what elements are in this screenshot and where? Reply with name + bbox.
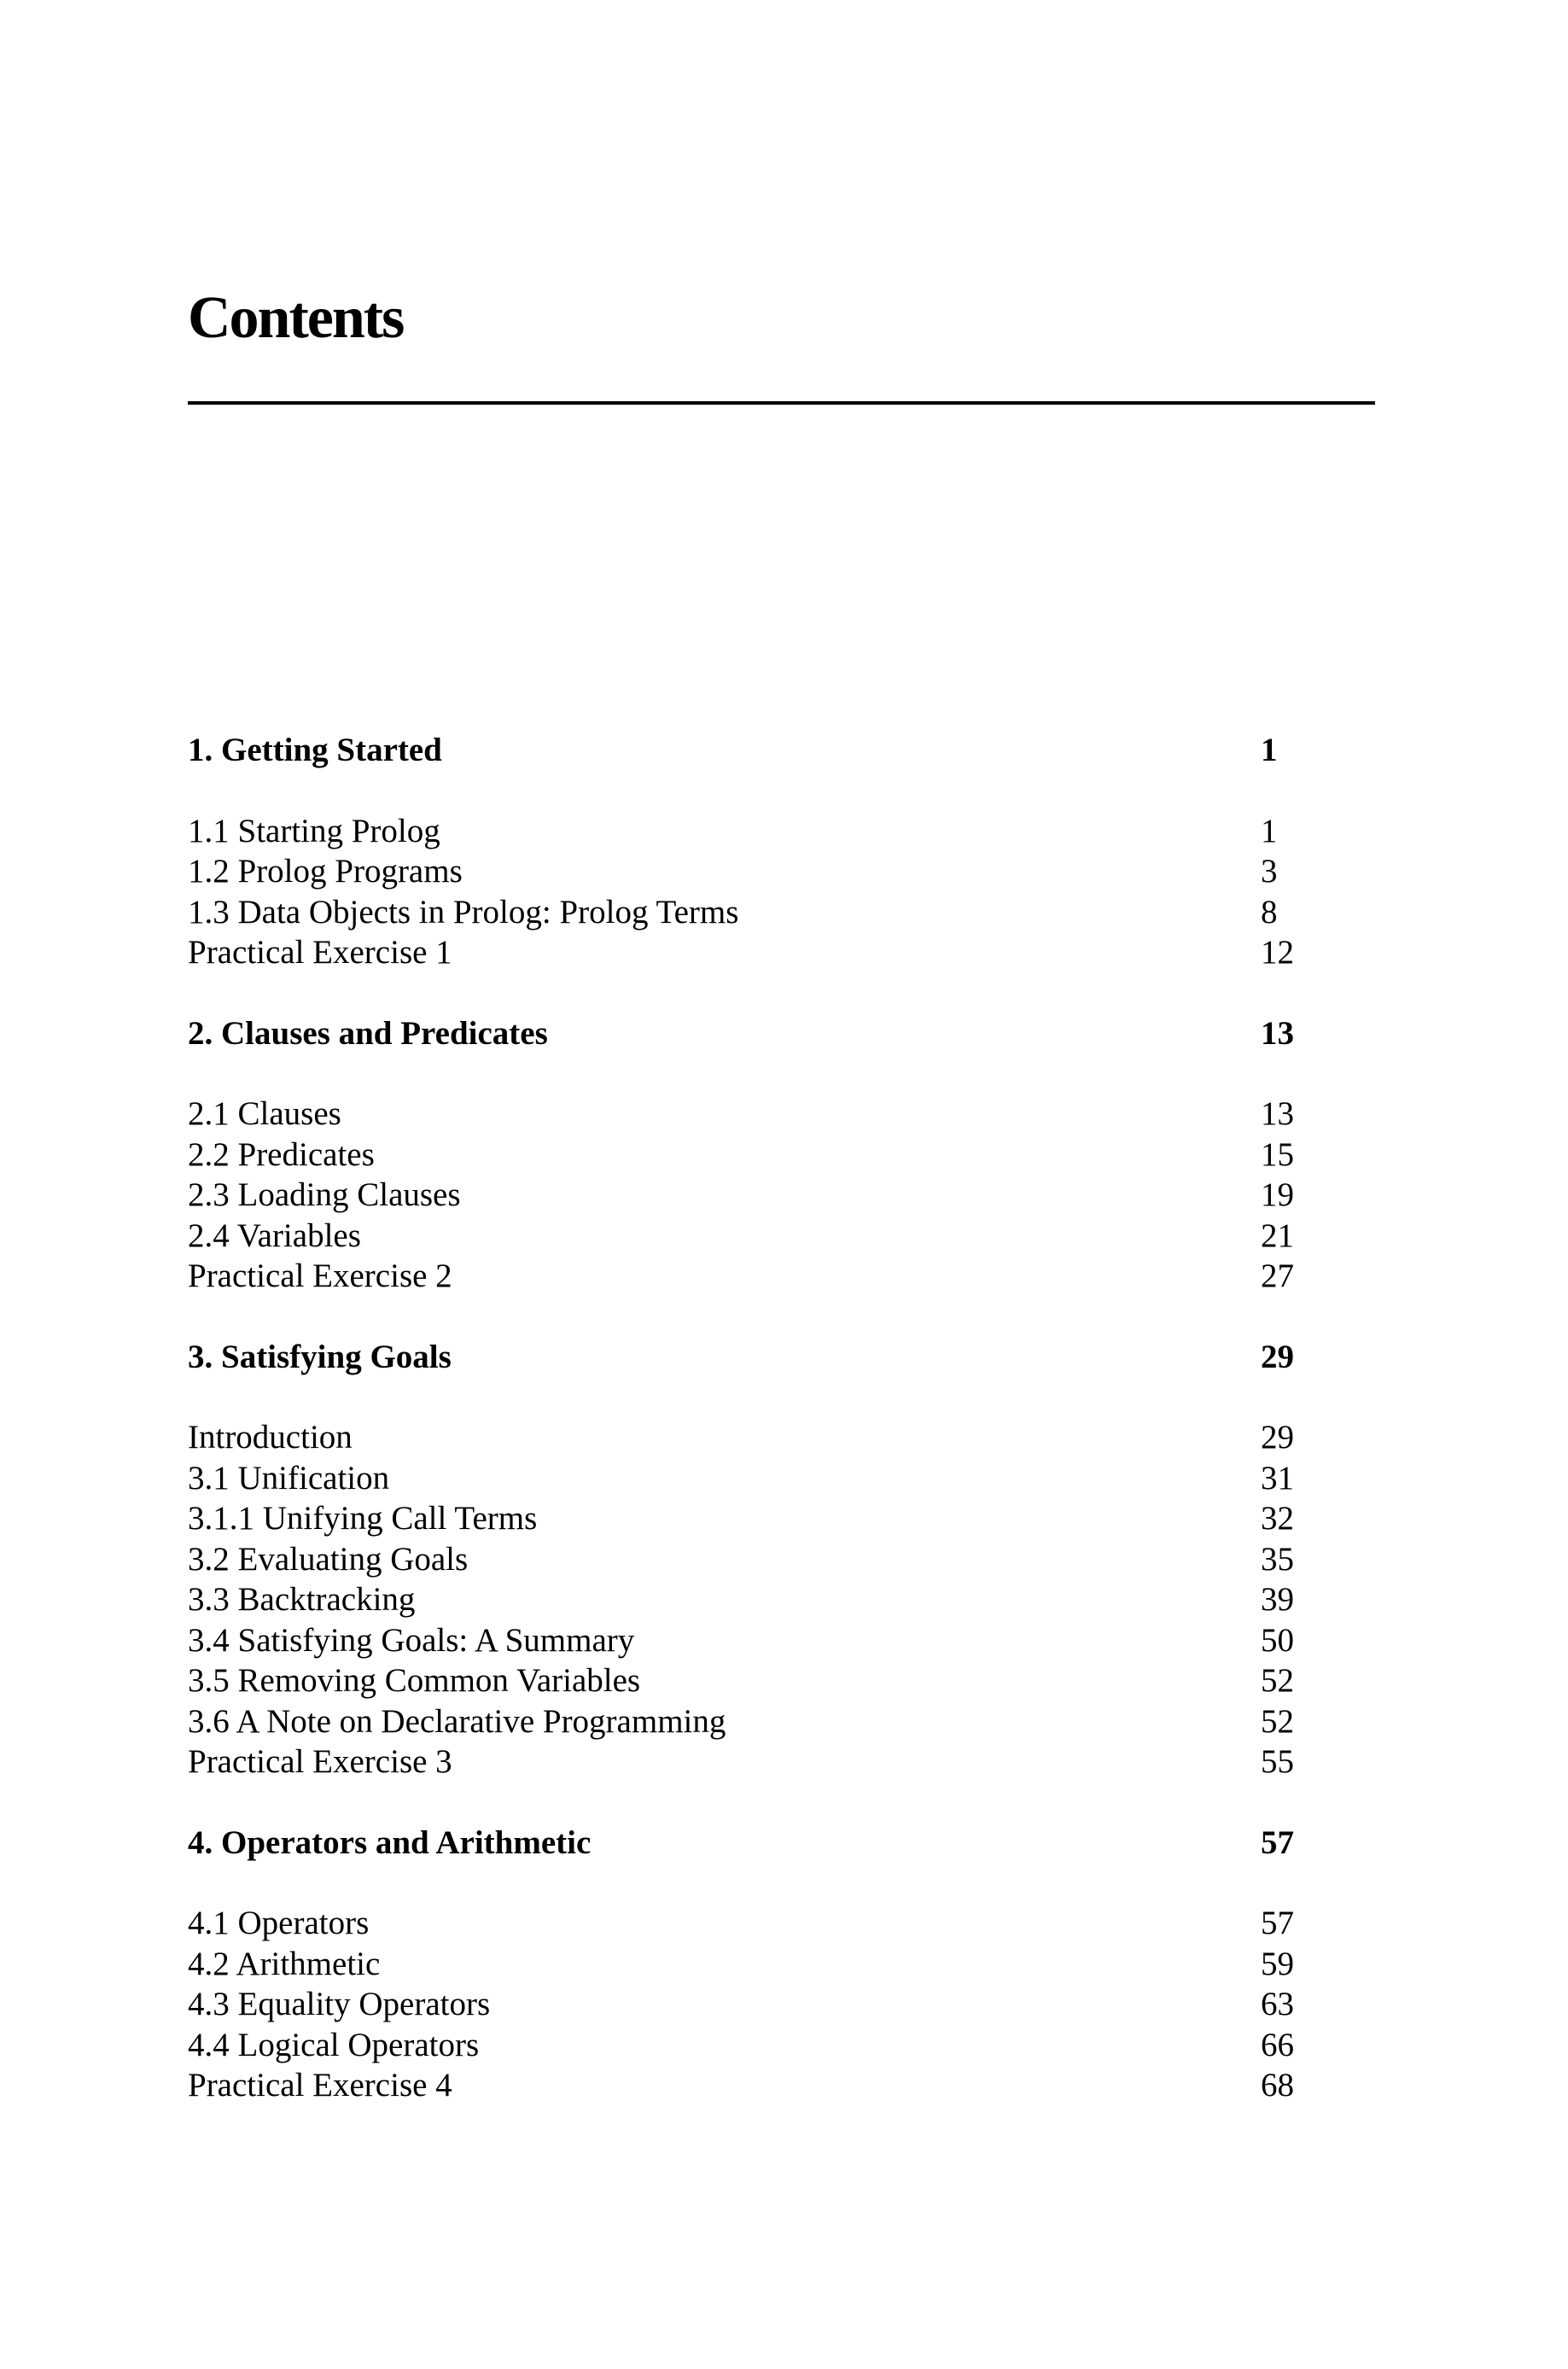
toc-entry-title: Practical Exercise 4 [188,2067,452,2104]
toc-entry-page-number: 1 [1261,812,1278,849]
toc-chapter [188,730,1297,973]
toc-entry-page-number: 29 [1261,1419,1294,1456]
title-rule [188,401,1375,405]
toc-entry-page-number: 19 [1261,1176,1294,1213]
toc-entry-page-number: 27 [1261,1257,1294,1294]
toc-entry-title: 3.5 Removing Common Variables [188,1662,641,1699]
toc-entry-page-number: 39 [1261,1581,1294,1618]
toc-entry[interactable] [188,1944,1297,1985]
toc-entry-page-number: 52 [1261,1662,1294,1699]
toc-entry-title: 4.3 Equality Operators [188,1986,491,2022]
toc-entry-page-number: 63 [1261,1986,1294,2022]
toc-entry-page-number: 13 [1261,1095,1294,1132]
toc-entry-page-number: 57 [1261,1905,1294,1941]
toc-entry-page-number: 68 [1261,2067,1294,2104]
toc-entry[interactable] [188,1984,1297,2025]
toc-chapter-title: 3. Satisfying Goals [188,1338,452,1375]
toc-entry-page-number: 8 [1261,893,1278,931]
toc-entry-page-number: 55 [1261,1743,1294,1780]
toc-entry-title: 4.4 Logical Operators [188,2026,480,2063]
toc-entry[interactable] [188,1620,1297,1661]
toc-entry-page-number: 35 [1261,1540,1294,1578]
toc-entry-title: 2.1 Clauses [188,1095,341,1132]
toc-entry[interactable] [188,1498,1297,1539]
toc-entry-title: Practical Exercise 2 [188,1257,452,1294]
toc-entry-title: 2.3 Loading Clauses [188,1176,461,1213]
toc-entry-title: 3.1.1 Unifying Call Terms [188,1500,538,1537]
toc-entry-page-number: 15 [1261,1135,1294,1173]
toc-chapter-heading[interactable] [188,1013,1297,1054]
toc-chapter-title: 2. Clauses and Predicates [188,1014,548,1052]
toc-entry-page-number: 50 [1261,1621,1294,1659]
toc-entry-page-number: 32 [1261,1500,1294,1537]
table-of-contents [188,730,1297,2146]
toc-entry[interactable] [188,811,1297,852]
toc-chapter-page-number: 1 [1261,732,1278,768]
toc-chapter [188,1337,1297,1783]
toc-entry[interactable] [188,2025,1297,2066]
toc-entry-title: Introduction [188,1419,353,1456]
toc-entry[interactable] [188,932,1297,973]
toc-chapter-heading[interactable] [188,730,1297,771]
toc-entry-title: 3.6 A Note on Declarative Programming [188,1702,726,1740]
toc-entry-title: Practical Exercise 1 [188,934,452,971]
toc-chapter-heading[interactable] [188,1823,1297,1864]
toc-entry[interactable] [188,1417,1297,1458]
toc-entry-title: 4.1 Operators [188,1905,370,1941]
toc-entry[interactable] [188,1742,1297,1783]
toc-chapter-title: 1. Getting Started [188,732,442,768]
toc-entry[interactable] [188,1216,1297,1257]
toc-entry-title: 1.3 Data Objects in Prolog: Prolog Terms [188,893,739,931]
toc-entry[interactable] [188,1135,1297,1176]
toc-entry[interactable] [188,1256,1297,1297]
toc-entry[interactable] [188,1903,1297,1944]
toc-entry-title: 3.2 Evaluating Goals [188,1540,469,1578]
toc-entry-page-number: 31 [1261,1459,1294,1497]
toc-chapter [188,1013,1297,1297]
toc-chapter-page-number: 29 [1261,1338,1294,1375]
toc-chapter-page-number: 57 [1261,1823,1294,1861]
toc-entry[interactable] [188,1175,1297,1216]
toc-entry[interactable] [188,851,1297,892]
toc-chapter-heading[interactable] [188,1337,1297,1378]
toc-entry-page-number: 52 [1261,1702,1294,1740]
toc-entry[interactable] [188,1094,1297,1135]
toc-entry-title: 1.1 Starting Prolog [188,812,440,849]
toc-entry[interactable] [188,1539,1297,1580]
toc-entry-title: 4.2 Arithmetic [188,1945,381,1982]
toc-entry[interactable] [188,1701,1297,1742]
toc-entry-title: 2.2 Predicates [188,1135,375,1173]
page-title: Contents [188,285,404,351]
toc-chapter [188,1823,1297,2106]
toc-entry[interactable] [188,892,1297,933]
toc-entry-title: 3.3 Backtracking [188,1581,416,1618]
toc-entry-title: 1.2 Prolog Programs [188,853,463,890]
toc-entry-title: 2.4 Variables [188,1217,361,1254]
toc-entry-page-number: 3 [1261,853,1278,890]
toc-chapter-title: 4. Operators and Arithmetic [188,1823,592,1861]
toc-entry-title: Practical Exercise 3 [188,1743,452,1780]
toc-chapter-page-number: 13 [1261,1014,1294,1052]
toc-entry[interactable] [188,1579,1297,1620]
toc-entry-page-number: 66 [1261,2026,1294,2063]
toc-entry-title: 3.4 Satisfying Goals: A Summary [188,1621,635,1659]
toc-entry[interactable] [188,1458,1297,1499]
toc-entry-title: 3.1 Unification [188,1459,390,1497]
toc-entry-page-number: 59 [1261,1945,1294,1982]
toc-entry-page-number: 12 [1261,934,1294,971]
toc-entry[interactable] [188,2065,1297,2106]
toc-entry[interactable] [188,1660,1297,1701]
toc-entry-page-number: 21 [1261,1217,1294,1254]
